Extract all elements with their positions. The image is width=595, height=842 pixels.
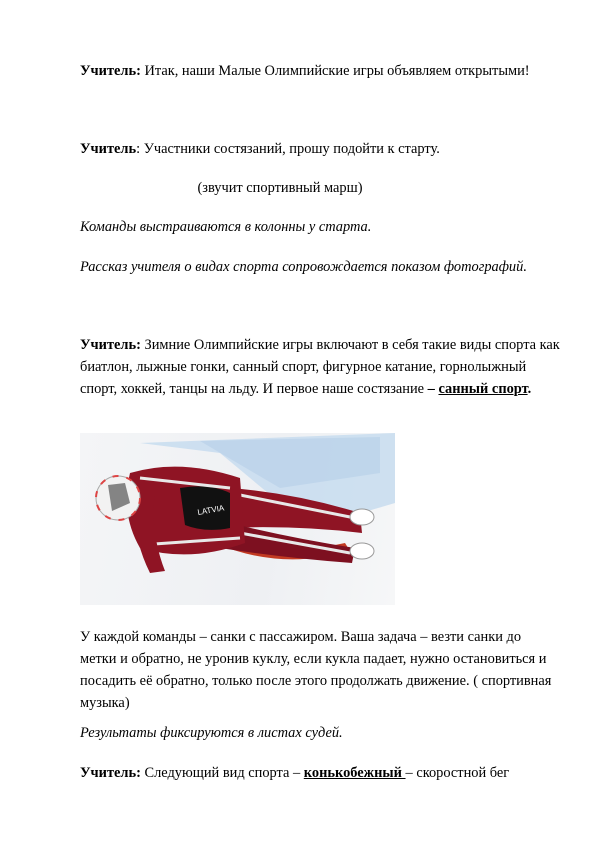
paragraph-text: Итак, наши Малые Олимпийские игры объявляем открытыми! [140,63,530,79]
sport-name-luge: санный спорт [438,381,528,397]
paragraph-opening [80,60,560,82]
paragraph-next-sport [80,762,560,784]
speaker-label: Учитель: [80,765,141,781]
speaker-label: Учитель: [80,63,141,79]
paragraph-invite [80,138,560,160]
paragraph-text-end: – скоростной бег [405,765,510,781]
dash: – [427,381,435,397]
stage-direction-photos: Рассказ учителя о видах спорта сопровождается показом фотографий. [80,259,527,275]
period: . [527,381,532,397]
paragraph-text: Следующий вид спорта – [140,765,304,781]
speaker-label: Учитель: [80,337,141,353]
bib-text: LATVIA [196,503,225,517]
luge-athlete-illustration [80,433,395,605]
speaker-label: Учитель [80,141,137,157]
luge-photo [80,433,395,605]
paragraph-winter-sports [80,334,560,400]
stage-direction-teams: Команды выстраиваются в колонны у старта. [80,219,372,235]
paragraph-text: Зимние Олимпийские игры включают в себя такие виды спорта как биатлон, лыжные гонки, санный спорт, фигурное катание, горнолыжный спорт, хоккей, танцы на льду. И первое наше состязание [80,337,560,397]
stage-direction-results: Результаты фиксируются в листах судей. [80,725,343,741]
sport-name-skating: конькобежный [303,765,406,781]
paragraph-task: У каждой команды – санки с пассажиром. Ваша задача – везти санки до метки и обратно, не уронив куклу, если кукла падает, нужно остановиться и посадить её обратно, только после этого продолжать движение. ( спортивная музыка) [80,629,552,711]
paragraph-text: : Участники состязаний, прошу подойти к старту. [136,141,440,157]
stage-direction-march: (звучит спортивный марш) [197,180,363,196]
